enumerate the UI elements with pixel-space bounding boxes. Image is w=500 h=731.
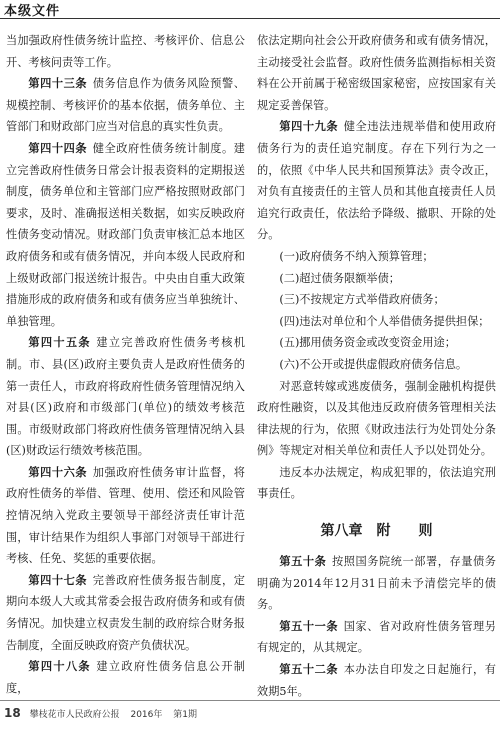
paragraph [6, 30, 245, 73]
paragraph-text: 违反本办法规定，构成犯罪的，依法追究刑事责任。 [257, 465, 496, 501]
paragraph-text: 对恶意转嫁或逃废债务，强制金融机构提供政府性融资，以及其他违反政府债务管理相关法律法规的行为，依照《财政违法行为处罚处分条例》等规定对相关单位和责任人予以处罚处分。 [257, 379, 496, 458]
left-column [6, 30, 245, 699]
publication-issue: 第1期 [173, 710, 197, 720]
paragraph-text: 依法定期向社会公开政府债务和或有债务情况，主动接受社会监督。政府性债务监测指标相关资料在公开前属于秘密级国家秘密，应按国家有关规定妥善保管。 [257, 34, 496, 112]
paragraph [257, 268, 496, 290]
paragraph-text: (二)超过债务限额举债； [279, 271, 400, 285]
article-paragraph [257, 616, 496, 659]
paragraph-text: (五)挪用债务资金或改变资金用途； [279, 336, 456, 350]
paragraph-text: 加强政府性债务审计监督，将政府性债务的举借、管理、使用、偿还和风险管控情况纳入党政主要领导干部经济责任审计范围，审计结果作为组织人事部门对领导干部进行考核、任免、奖惩的重要依据。 [6, 465, 245, 566]
paragraph-text: 本办法自印发之日起施行，有效期5年。 [257, 663, 496, 698]
paragraph [257, 30, 496, 116]
page-header-title: 本级文件 [4, 4, 61, 19]
article-number: 第四十八条 [28, 659, 91, 674]
article-number: 第五十一条 [279, 618, 339, 633]
right-column [257, 30, 496, 702]
article-number: 第五十条 [279, 554, 327, 569]
article-paragraph [6, 73, 245, 138]
paragraph [257, 376, 496, 462]
article-paragraph [6, 332, 245, 462]
article-paragraph [6, 138, 245, 332]
article-paragraph [257, 116, 496, 246]
paragraph-text: 完善政府性债务报告制度，定期向本级人大或其常委会报告政府债务和或有债务情况。加快建立权责发生制的政府综合财务报告制度，全面反映政府资产负债状况。 [6, 573, 245, 652]
article-number: 第四十四条 [28, 140, 88, 155]
paragraph [257, 289, 496, 311]
paragraph-text: 建立政府性债务信息公开制度， [6, 660, 245, 695]
publication-year: 2016年 [130, 710, 163, 720]
paragraph-text: 建立完善政府性债务考核机制。市、县(区)政府主要负责人是政府性债务的第一责任人，市政府将政府性债务管理情况纳入对县(区)政府和市级部门(单位)的绩效考核范围。市级财政部门将政府性债务管理情况纳入县(区)财政运行绩效考核范围。 [6, 336, 245, 458]
article-paragraph [6, 570, 245, 656]
paragraph [257, 332, 496, 354]
paragraph-text: (四)违法对单位和个人举借债务提供担保； [279, 314, 490, 328]
paragraph-text: 健全政府性债务统计制度。建立完善政府性债务日常会计报表资料的定期报送制度，债务单位和主管部门应严格按照财政部门要求，及时、准确报送相关数据，如实反映政府性债务变动情况。财政部门负责审核汇总本地区政府债务和或有债务情况，并向本级人民政府和上级财政部门报送统计报告。中央由自重大政策措施形成的政府债务和或有债务应当单独统计、单独管理。 [6, 141, 245, 328]
paragraph-text: 债务信息作为债务风险预警、规模控制、考核评价的基本依据，债务单位、主管部门和财政部门应当对信息的真实性负责。 [6, 77, 245, 134]
article-number: 第四十六条 [28, 464, 88, 479]
article-number: 第四十九条 [279, 119, 339, 134]
footer-divider [0, 700, 500, 701]
article-number: 第五十二条 [279, 662, 339, 677]
page-footer [4, 706, 197, 720]
paragraph-text: (六)不公开或提供虚假政府债务信息。 [279, 357, 468, 371]
paragraph [257, 311, 496, 333]
article-paragraph [6, 462, 245, 570]
publication-name: 攀枝花市人民政府公报 [29, 710, 120, 720]
page-number: 18 [4, 706, 21, 720]
paragraph-text: 国家、省对政府性债务管理另有规定的，从其规定。 [257, 619, 496, 655]
article-number: 第四十五条 [28, 335, 91, 350]
chapter-heading: 第八章 附 则 [320, 523, 433, 540]
header-divider [0, 18, 500, 19]
article-number: 第四十三条 [28, 76, 88, 91]
paragraph [257, 462, 496, 505]
paragraph-text: 当加强政府性债务统计监控、考核评价、信息公开、考核问责等工作。 [6, 34, 245, 69]
paragraph [257, 354, 496, 376]
paragraph [257, 246, 496, 268]
article-paragraph [257, 659, 496, 702]
paragraph-text: 健全违法违规举借和使用政府债务行为的责任追究制度。存在下列行为之一的，依照《中华人民共和国预算法》责令改正，对负有直接责任的主管人员和其他直接责任人员追究行政责任，依法给予降级、撤职、开除的处分。 [257, 120, 496, 242]
article-number: 第四十七条 [28, 572, 88, 587]
paragraph-text: (一)政府债务不纳入预算管理； [279, 249, 434, 263]
article-paragraph [257, 551, 496, 616]
article-paragraph [6, 656, 245, 699]
paragraph-text: (三)不按规定方式举借政府债务； [279, 293, 445, 307]
paragraph-text: 按照国务院统一部署，存量债务明确为2014年12月31日前未予清偿完毕的债务。 [257, 555, 496, 612]
